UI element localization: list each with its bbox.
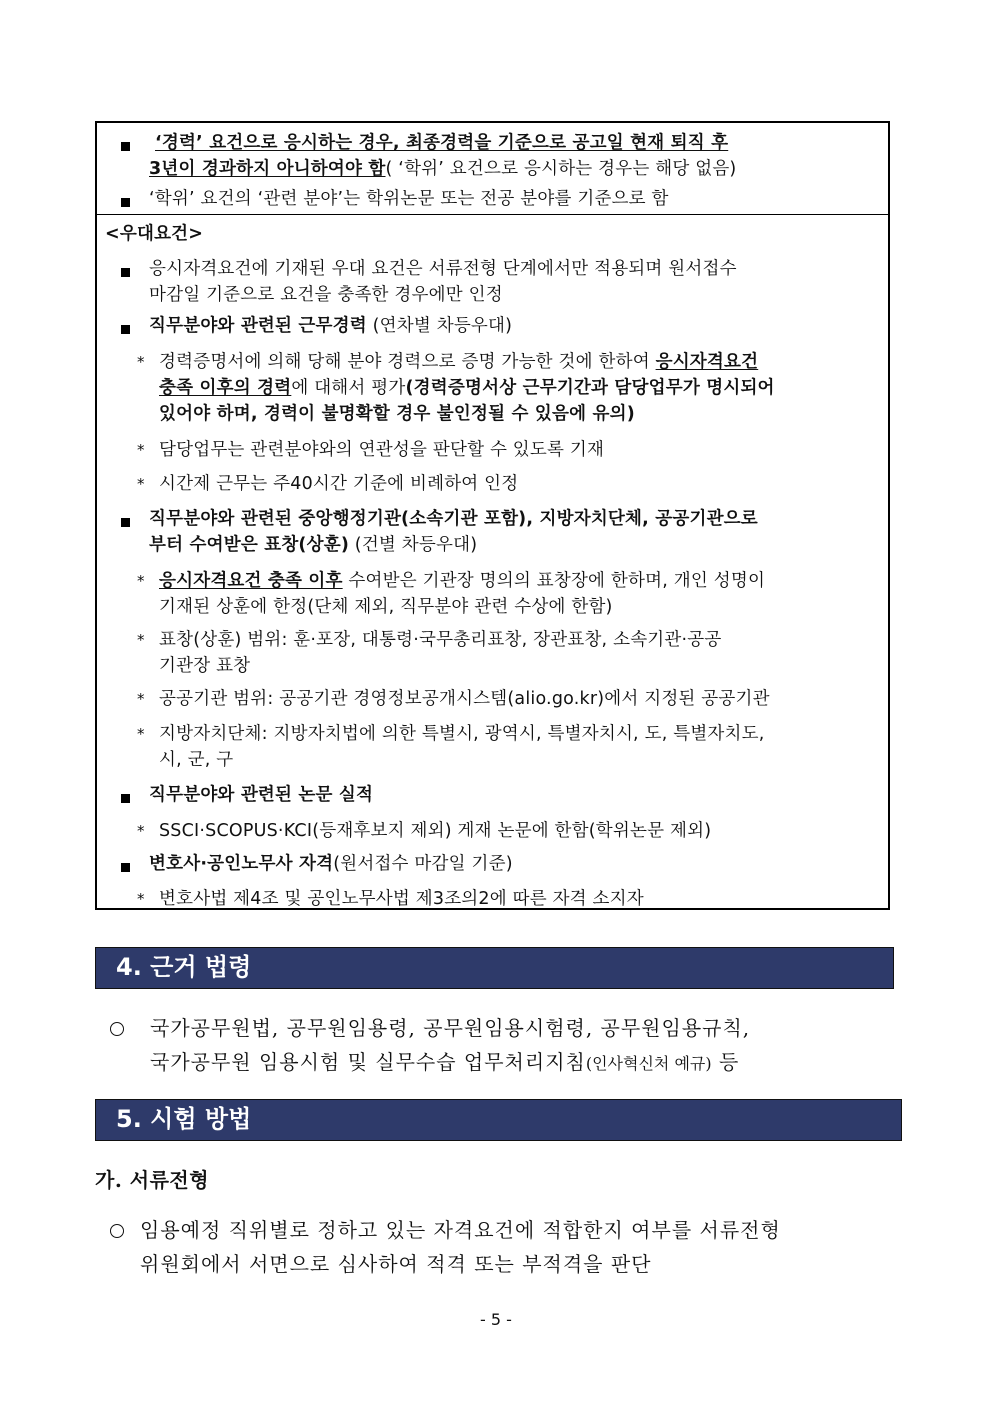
- pref-papers: 직무분야와 관련된 논문 실적: [149, 785, 374, 805]
- sec5-screening-line1: 임용예정 직위별로 정하고 있는 자격요건에 적합한지 여부를 서류전형: [140, 1218, 781, 1242]
- section-4-header: 4. 근거 법령: [95, 947, 894, 989]
- pref-work-experience: 직무분야와 관련된 근무경력 (연차별 차등우대): [149, 316, 513, 336]
- requirements-box: [95, 121, 890, 910]
- bullet-square: [121, 268, 130, 277]
- bullet-square: [121, 794, 130, 803]
- note-duties: 담당업무는 관련분야와의 연관성을 판단할 수 있도록 기재: [159, 440, 605, 460]
- note-star: *: [137, 475, 145, 493]
- note-star: *: [137, 822, 145, 840]
- note-certificate-line2: 충족 이후의 경력에 대해서 평가(경력증명서상 근무기간과 담당업무가 명시되어: [159, 378, 775, 398]
- note-award-line1: 응시자격요건 충족 이후 수여받은 기관장 명의의 표창장에 한하며, 개인 성명이: [159, 571, 766, 591]
- bullet-square: [121, 863, 130, 872]
- bullet-square: [121, 518, 130, 527]
- pref-award-line1: 직무분야와 관련된 중앙행정기관(소속기관 포함), 지방자치단체, 공공기관으로: [149, 509, 758, 529]
- preference-title: <우대요건>: [105, 224, 204, 244]
- note-award-line2: 기재된 상훈에 한정(단체 제외, 직무분야 관련 수상에 한함): [159, 597, 613, 617]
- note-star: *: [137, 353, 145, 371]
- bullet-square: [121, 198, 130, 207]
- circle-bullet: [110, 1224, 124, 1238]
- pref-apply-line2: 마감일 기준으로 요건을 충족한 경우에만 인정: [149, 285, 503, 305]
- sec5-screening-line2: 위원회에서 서면으로 심사하여 적격 또는 부적격을 판단: [140, 1252, 652, 1276]
- bullet-square: [121, 142, 130, 151]
- note-license: 변호사법 제4조 및 공인노무사법 제3조의2에 따른 자격 소지자: [159, 889, 644, 909]
- note-star: *: [137, 631, 145, 649]
- note-star: *: [137, 725, 145, 743]
- sec4-laws-line2: 국가공무원 임용시험 및 실무수습 업무처리지침(인사혁신처 예규) 등: [150, 1050, 740, 1074]
- note-public-institutions: 공공기관 범위: 공공기관 경영정보공개시스템(alio.go.kr)에서 지정된 공공기관: [159, 689, 770, 709]
- bullet-experience-line2: 3년이 경과하지 아니하여야 함( ‘학위’ 요건으로 응시하는 경우는 해당 없음): [149, 159, 737, 179]
- bullet-degree: ‘학위’ 요건의 ‘관련 분야’는 학위논문 또는 전공 분야를 기준으로 함: [149, 189, 669, 209]
- section-5-header: 5. 시험 방법: [95, 1099, 902, 1141]
- circle-bullet: [110, 1022, 124, 1036]
- bullet-experience-line1: ‘경력’ 요건으로 응시하는 경우, 최종경력을 기준으로 공고일 현재 퇴직 후: [155, 133, 729, 153]
- note-star: *: [137, 690, 145, 708]
- note-star: *: [137, 441, 145, 459]
- pref-apply-line1: 응시자격요건에 기재된 우대 요건은 서류전형 단계에서만 적용되며 원서접수: [149, 259, 737, 279]
- pref-award-line2: 부터 수여받은 표창(상훈) (건별 차등우대): [149, 535, 478, 555]
- note-papers: SSCI·SCOPUS·KCI(등재후보지 제외) 게재 논문에 한함(학위논문 제외): [159, 821, 712, 841]
- note-star: *: [137, 890, 145, 908]
- note-star: *: [137, 572, 145, 590]
- note-certificate-line1: 경력증명서에 의해 당해 분야 경력으로 증명 가능한 것에 한하여 응시자격요건: [159, 352, 759, 372]
- sec4-laws-line1: 국가공무원법, 공무원임용령, 공무원임용시험령, 공무원임용규칙,: [150, 1016, 751, 1040]
- note-part-time: 시간제 근무는 주40시간 기준에 비례하여 인정: [159, 474, 519, 494]
- note-award-scope-line1: 표창(상훈) 범위: 훈·포장, 대통령·국무총리표창, 장관표창, 소속기관·공공: [159, 630, 722, 650]
- bullet-square: [121, 325, 130, 334]
- note-award-scope-line2: 기관장 표창: [159, 656, 251, 676]
- box-divider: [97, 214, 888, 215]
- subsection-document-screening: 가. 서류전형: [95, 1168, 210, 1192]
- pref-license: 변호사·공인노무사 자격(원서접수 마감일 기준): [149, 854, 513, 874]
- note-certificate-line3: 있어야 하며, 경력이 불명확할 경우 불인정될 수 있음에 유의): [159, 404, 635, 424]
- page-number: - 5 -: [480, 1310, 512, 1329]
- note-local-gov-line2: 시, 군, 구: [159, 750, 234, 770]
- note-local-gov-line1: 지방자치단체: 지방자치법에 의한 특별시, 광역시, 특별자치시, 도, 특별자치도,: [159, 724, 765, 744]
